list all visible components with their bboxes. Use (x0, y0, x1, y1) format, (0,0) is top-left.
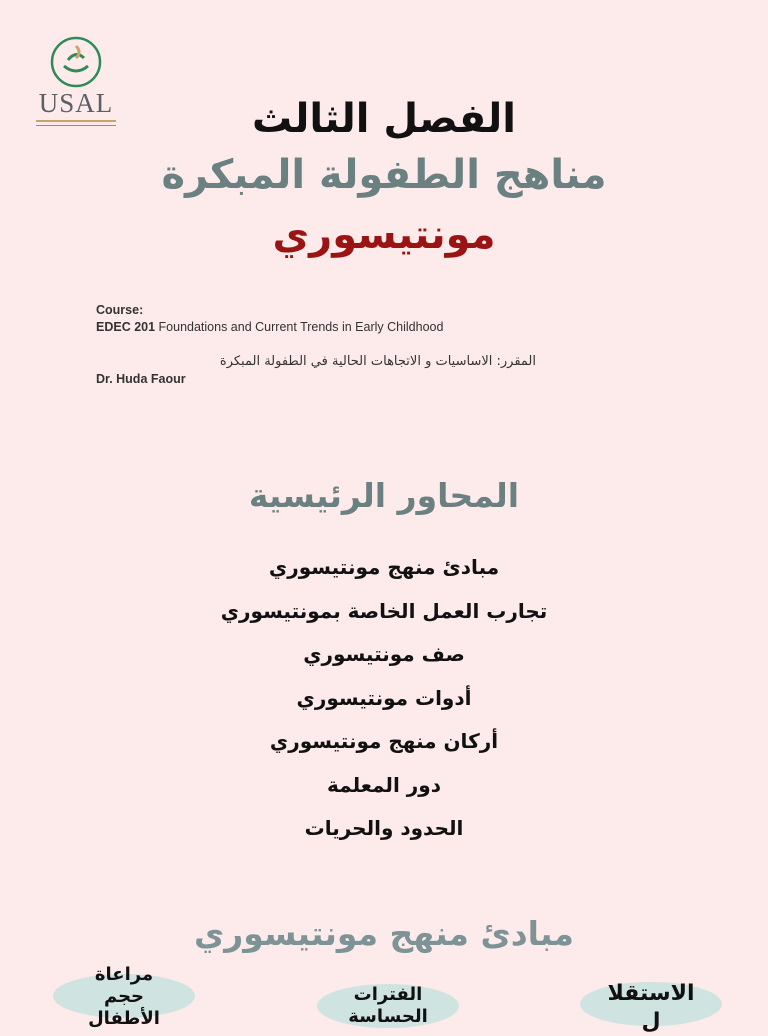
list-item: مبادئ منهج مونتيسوري (268, 555, 500, 579)
chapter-title: الفصل الثالث (251, 96, 516, 142)
course-arabic-name: المقرر: الاساسيات و الاتجاهات الحالية في الطفولة المبكرة (219, 354, 536, 369)
principle-child-size-label: مراعاة حجم الأطفال (88, 964, 160, 1029)
course-line (96, 320, 443, 334)
course-code: EDEC 201 (96, 320, 156, 334)
main-axes-heading: المحاور الرئيسية (248, 476, 520, 515)
principle-independence-label: الاستقلا ل (607, 981, 695, 1034)
list-item: أدوات مونتيسوري (296, 685, 472, 710)
subject-title: مناهج الطفولة المبكرة (161, 152, 607, 198)
list-item: أركان منهج مونتيسوري (269, 729, 499, 753)
instructor-name: Dr. Huda Faour (96, 372, 186, 386)
logo-text: USAL (38, 88, 114, 118)
principle-sensitive-periods-label: الفترات الحساسة (348, 984, 428, 1027)
list-item: الحدود والحريات (304, 816, 464, 840)
topic-title: مونتيسوري (272, 212, 496, 258)
main-axes-list (0, 552, 768, 857)
list-item: صف مونتيسوري (303, 642, 465, 666)
list-item: تجارب العمل الخاصة بمونتيسوري (220, 598, 548, 623)
logo-emblem-icon (46, 36, 106, 88)
course-label: Course: (96, 303, 144, 317)
principles-heading: مبادئ منهج مونتيسوري (194, 914, 574, 953)
list-item: دور المعلمة (327, 772, 441, 797)
course-name: Foundations and Current Trends in Early Childhood (155, 320, 444, 334)
